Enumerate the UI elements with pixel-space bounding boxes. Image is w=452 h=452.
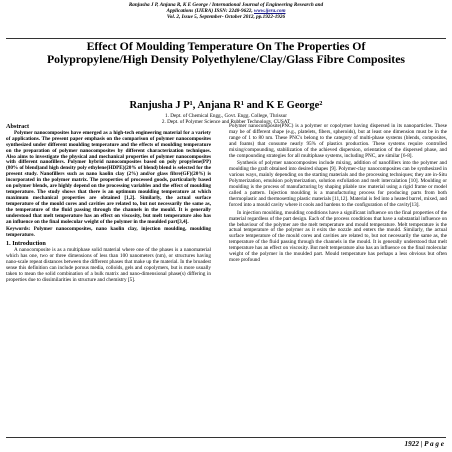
header-issn: Applications (IJERA) ISSN: 2248-9622: [166, 8, 252, 14]
journal-header: [6, 2, 446, 20]
paper-title: Effect Of Moulding Temperature On The Properties Of Polypropylene/High Density Polyethylene/Clay/Glass Fibre Composites: [46, 39, 406, 66]
header-line-3: Vol. 2, Issue 5, September- October 2012, pp.1922-1926: [166, 14, 286, 20]
page-number: 1922 | P a g e: [404, 440, 444, 448]
right-paragraph-3: In injection moulding, moulding conditions have a significant influence on the final properties of the material regardless of the part design. Each of the process conditions that have a substantial influence on the behaviour of the polymer are the melt temperature and mould temperature. Melt temperature is the actual temperature of the polymer as it exits the nozzle and enters the mould. Similarly, the actual surface temperature of the mould cores and cavities are related to, but not necessarily the same as, the temperature of the fluid passing through the channels in the mould. It is generally understood that melt temperature has an effect on viscosity. But melt temperature also has an influence on the final molecular weight of the polymer in the moulded part. Mould temperature has perhaps a less obvious but often more profound: [229, 209, 447, 263]
affiliation-1: 1. Dept. of Chemical Engg., Govt. Engg. College, Thrissur: [165, 113, 287, 119]
keywords: [6, 227, 211, 239]
abstract-text: Polymer nanocomposites have emerged as a high-tech engineering material for a variety of applications. The present paper emphasis on the comparison of polymer nanocomposites synthesized under different moulding temperature and the effects of moulding temperature on the preparation of polymer nanocomposites by different characterization techniques. Also aims to investigate the physical and mechanical properties of polymer nanocomposites with different nanofillers. Polymer hybrid nanocomposites based on poly propylene(PP) (80% of blend)and high density poly ethylene(HDPE)(20% of blend) blend is selected for the present study. Nanofillers such as nano kaolin clay (2%) and/or glass fibre(GF)(20%) is incorporated in the polymer matrix. The properties of processed goods, particularly based on polymer blends, are highly depend on the processing variables and the effect of moulding temperature. The study shows that there is an optimum moulding temperature at which maximum mechanical properties are obtained [1,2]. Similarly, the actual surface temperature of the mould cores and cavities are related to, but not necessarily the same as, the temperature of the fluid passing through the channels in the mould. It is generally understood that melt temperature has an effect on viscosity, but melt temperature also has an influence on the final molecular weight of the polymer in the moulded part[3,4].: [6, 129, 211, 225]
header-line-2: Applications (IJERA) ISSN: 2248-9622, www.ijera.com: [166, 8, 286, 14]
left-column: [6, 124, 211, 286]
section-heading-introduction: 1. Introduction: [6, 240, 46, 248]
keywords-label: Keywords:: [6, 226, 31, 233]
intro-paragraph: A nanocomposite is as a multiphase solid material where one of the phases is a nanomaterial which has one, two or three dimensions of less than 100 nanometers (nm), or structures having nano-scale repeat distances between the different phases that make up the material. In the broadest sense this definition can include porous media, colloids, gels and copolymers, but is more usually taken to mean the solid combination of a bulk matrix and nano-dimensional phase(s) differing in properties due to dissimilarities in structure and chemistry [5].: [6, 247, 211, 283]
right-paragraph-1: Polymer nanocomposite(PNC) is a polymer or copolymer having dispersed in its nanoparticles. These may be of different shape (e.g., platelets, fibers, spheroids), but at least one dimension must be in the range of 1 to 80 nm. These PNC's belong to the category of multi-phase systems (blends, composites, and foams) that consume nearly 95% of plastics production. These systems require controlled mixing/compounding, stabilization of the achieved dispersion, orientation of the dispersed phase, and the compounding strategies for all multiphase systems, including PNC, are similar [6-8].: [229, 123, 447, 159]
abstract-heading: Abstract: [6, 123, 30, 130]
paper-authors: Ranjusha J P¹, Anjana R¹ and K E George²: [129, 100, 323, 111]
keywords-text: Polymer nanocomposites, nano kaolin clay, injection moulding, moulding temperature.: [6, 226, 211, 239]
footer-divider: [6, 437, 446, 438]
header-line-1: Ranjusha J P, Anjana R, K E George / International Journal of Engineering Research and: [128, 2, 324, 8]
right-paragraph-2: Synthesis of polymer nanocomposites include mixing, addition of nanofillers into the polymer and moulding the graft obtained into desired shapes [9]. Polymer-clay nanocomposites can be synthesized in various ways, mainly depending on the starting materials and the processing techniques; they are in-Situ Polymerization, emulsion polymerization, solution exfoliation and melt intercalation [10]. Moulding or moulding is the process of manufacturing by shaping pliable raw material using a rigid frame or model called a pattern. Injection moulding is a manufacturing process for producing parts from both thermoplastic and thermosetting plastic materials [11,12]. Material is fed into a heated barrel, mixed, and forced into a mould cavity where it cools and hardens to the configuration of the cavity[13].: [229, 160, 447, 208]
affiliation-2: 2. Dept. of Polymer Science and Rubber Technology, CUSAT: [161, 118, 291, 125]
header-url-link[interactable]: www.ijera.com: [253, 8, 286, 14]
right-column: [229, 124, 447, 266]
